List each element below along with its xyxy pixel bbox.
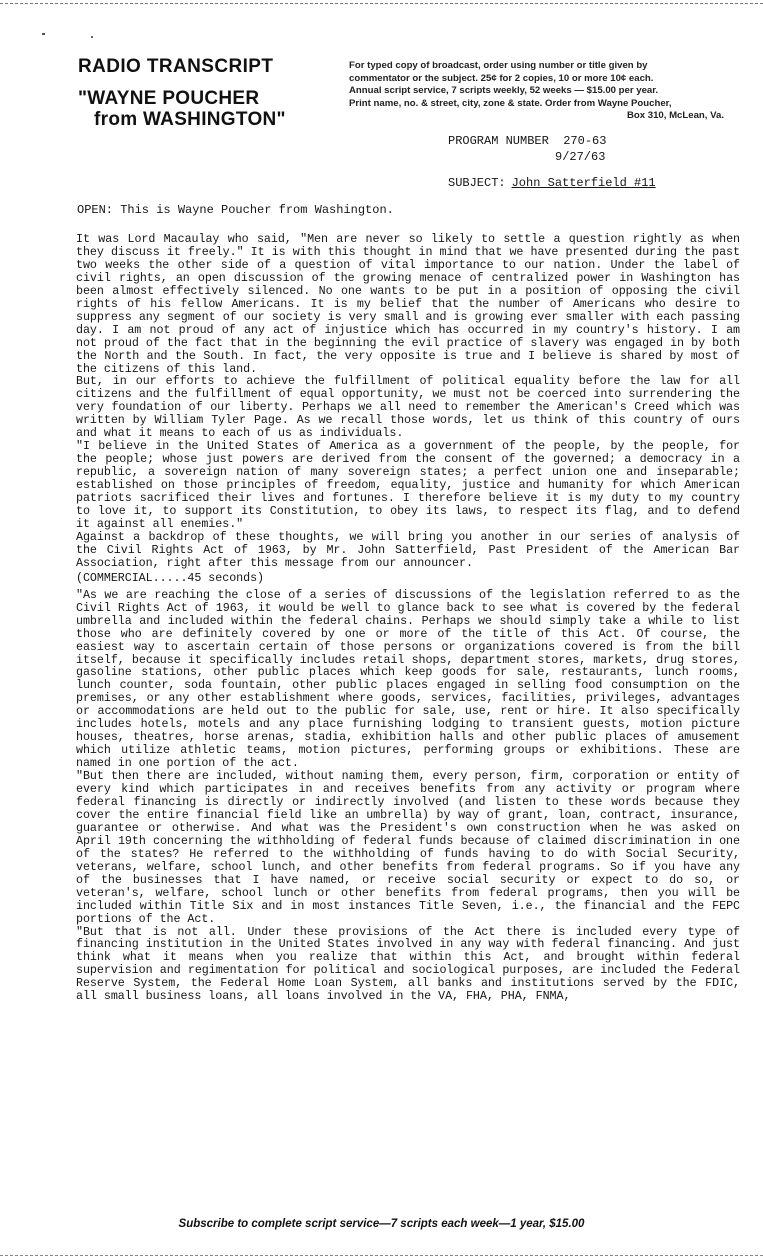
subscription-footer: Subscribe to complete script service—7 scripts each week—1 year, $15.00 bbox=[178, 1218, 585, 1230]
order-address: Box 310, McLean, Va. bbox=[626, 110, 724, 122]
program-number-label: PROGRAM NUMBER bbox=[448, 134, 549, 148]
top-dashed-edge bbox=[0, 3, 763, 4]
transcript-paragraph: It was Lord Macaulay who said, "Men are never so likely to settle a question rightly as when they discuss it freely." It is with this thought in mind that we have presented during the past two weeks the other side of a question of vital importance to our nation. Under the label of civil rights, an open discussion of the growing menace of centralized power in Washington has been almost effectively silenced. No one wants to be put in a position of opposing the civil rights of his fellow Americans. It is my belief that the number of Americans who desire to suppress any segment of our society is very small and is growing ever smaller with each passing day. I am not proud of any act of injustice which has occurred in my country's history. I am not proud of the fact that in the beginning the evil practice of slavery was engaged in by both the North and the South. In fact, the very opposite is true and I believe is shared by most of the citizens of this land. bbox=[76, 232, 740, 376]
transcript-paragraph: "But then there are included, without naming them, every person, firm, corporation or entity of every kind which participates in and receives benefits from any activity or program where federal financing is directly or indirectly involved (and listen to these words because they cover the entire financial field like an umbrella) by way of grant, loan, contract, insurance, guarantee or otherwise. And what was the President's own construction when he was asked on April 19th concerning the withholding of federal funds because of claimed discrimination in one of the states? He referred to the withholding of funds having to do with Social Security, veterans, welfare, school lunch, and other benefits from federal programs. So if you have any of the businesses that I have named, or receive social security or expect to do so, or veteran's, welfare, school lunch or other benefits from federal programs, then you will be included within Title Six and in most instances Title Seven, i.e., the financial and the FEPC portions of the Act. bbox=[76, 769, 740, 926]
program-date: 9/27/63 bbox=[555, 150, 606, 164]
program-info bbox=[448, 133, 606, 165]
open-line: OPEN: This is Wayne Poucher from Washington. bbox=[77, 203, 394, 217]
program-number: 270-63 bbox=[563, 134, 607, 148]
transcript-paragraph: "I believe in the United States of America as a government of the people, by the people, for the people; whose just powers are derived from the consent of the governed; a democracy in a republic, a sovereign nation of many sovereign states; a perfect union one and inseparable; established on those principles of freedom, equality, justice and humanity for which American patriots sacrificed their lives and fortunes. I therefore believe it is my duty to my country to love it, to support its Constitution, to obey its laws, to respect its flag, and to defend it against all enemies." bbox=[76, 439, 740, 531]
subject-value: John Satterfield #11 bbox=[511, 176, 656, 190]
scan-speck bbox=[91, 36, 93, 38]
subject-label: SUBJECT: bbox=[448, 176, 506, 190]
masthead bbox=[78, 56, 286, 130]
masthead-show-name: "WAYNE POUCHER bbox=[78, 88, 260, 109]
commercial-break: (COMMERCIAL.....45 seconds) bbox=[76, 570, 265, 585]
bottom-dashed-edge bbox=[0, 1255, 763, 1256]
order-line: commentator or the subject. 25¢ for 2 copies, 10 or more 10¢ each. bbox=[349, 72, 654, 84]
order-line: Print name, no. & street, city, zone & state. Order from Wayne Poucher, bbox=[349, 97, 672, 109]
order-line: For typed copy of broadcast, order using number or title given by bbox=[349, 60, 648, 71]
order-instructions bbox=[349, 60, 724, 123]
masthead-show-location: from WASHINGTON" bbox=[94, 109, 286, 130]
transcript-paragraph: But, in our efforts to achieve the fulfillment of political equality before the law for all citizens and the fulfillment of equal opportunity, we must not be coerced into surrendering the very foundation of our liberty. Perhaps we all need to remember the American's Creed which was written by William Tyler Page. As we recall those words, let us think of this country of ours and what it means to each of us as individuals. bbox=[76, 374, 740, 441]
scan-speck bbox=[42, 33, 45, 35]
subject-line bbox=[448, 176, 656, 190]
transcript-paragraph: "As we are reaching the close of a series of discussions of the legislation referred to as the Civil Rights Act of 1963, it would be well to glance back to see what is covered by the federal umbrella and included within the federal chains. Perhaps we should simply take a while to list those who are definitely covered by one or more of the title of this Act. Of course, the easiest way to ascertain certain of those persons or organizations covered is from the bill itself, because it specifically includes retail shops, department stores, markets, drug stores, gasoline stations, other public places which keep goods for sale, restaurants, lunch rooms, lunch counter, soda fountain, other public places engaged in selling food consumption on the premises, or any other establishment where goods, services, facilities, privileges, advantages or accommodations are held out to the public for sale, use, rent or hire. It also specifically includes hotels, motels and any place furnishing lodging to transient guests, motion picture houses, theatres, horse arenas, stadia, exhibition halls and other public places of amusement which utilize athletic teams, motion pictures, performing groups or exhibitions. These are named in one portion of the act. bbox=[76, 587, 740, 771]
order-line: Annual script service, 7 scripts weekly, 52 weeks — $15.00 per year. bbox=[349, 85, 659, 97]
transcript-body bbox=[76, 233, 740, 1003]
transcript-paragraph: "But that is not all. Under these provisions of the Act there is included every type of financing institution in the United States involved in any way with federal financing. And just think what it means when you realize that within this Act, and brought within federal supervision and regimentation for political and sociological purposes, are included the Federal Reserve System, the Federal Home Loan System, all banks and institutions served by the FDIC, all small business loans, all loans involved in the VA, FHA, PHA, FNMA, bbox=[76, 924, 740, 1004]
transcript-paragraph: Against a backdrop of these thoughts, we will bring you another in our series of analysis of the Civil Rights Act of 1963, by Mr. John Satterfield, Past President of the American Bar Association, right after this message from our announcer. bbox=[76, 529, 740, 570]
masthead-title: RADIO TRANSCRIPT bbox=[78, 56, 274, 77]
